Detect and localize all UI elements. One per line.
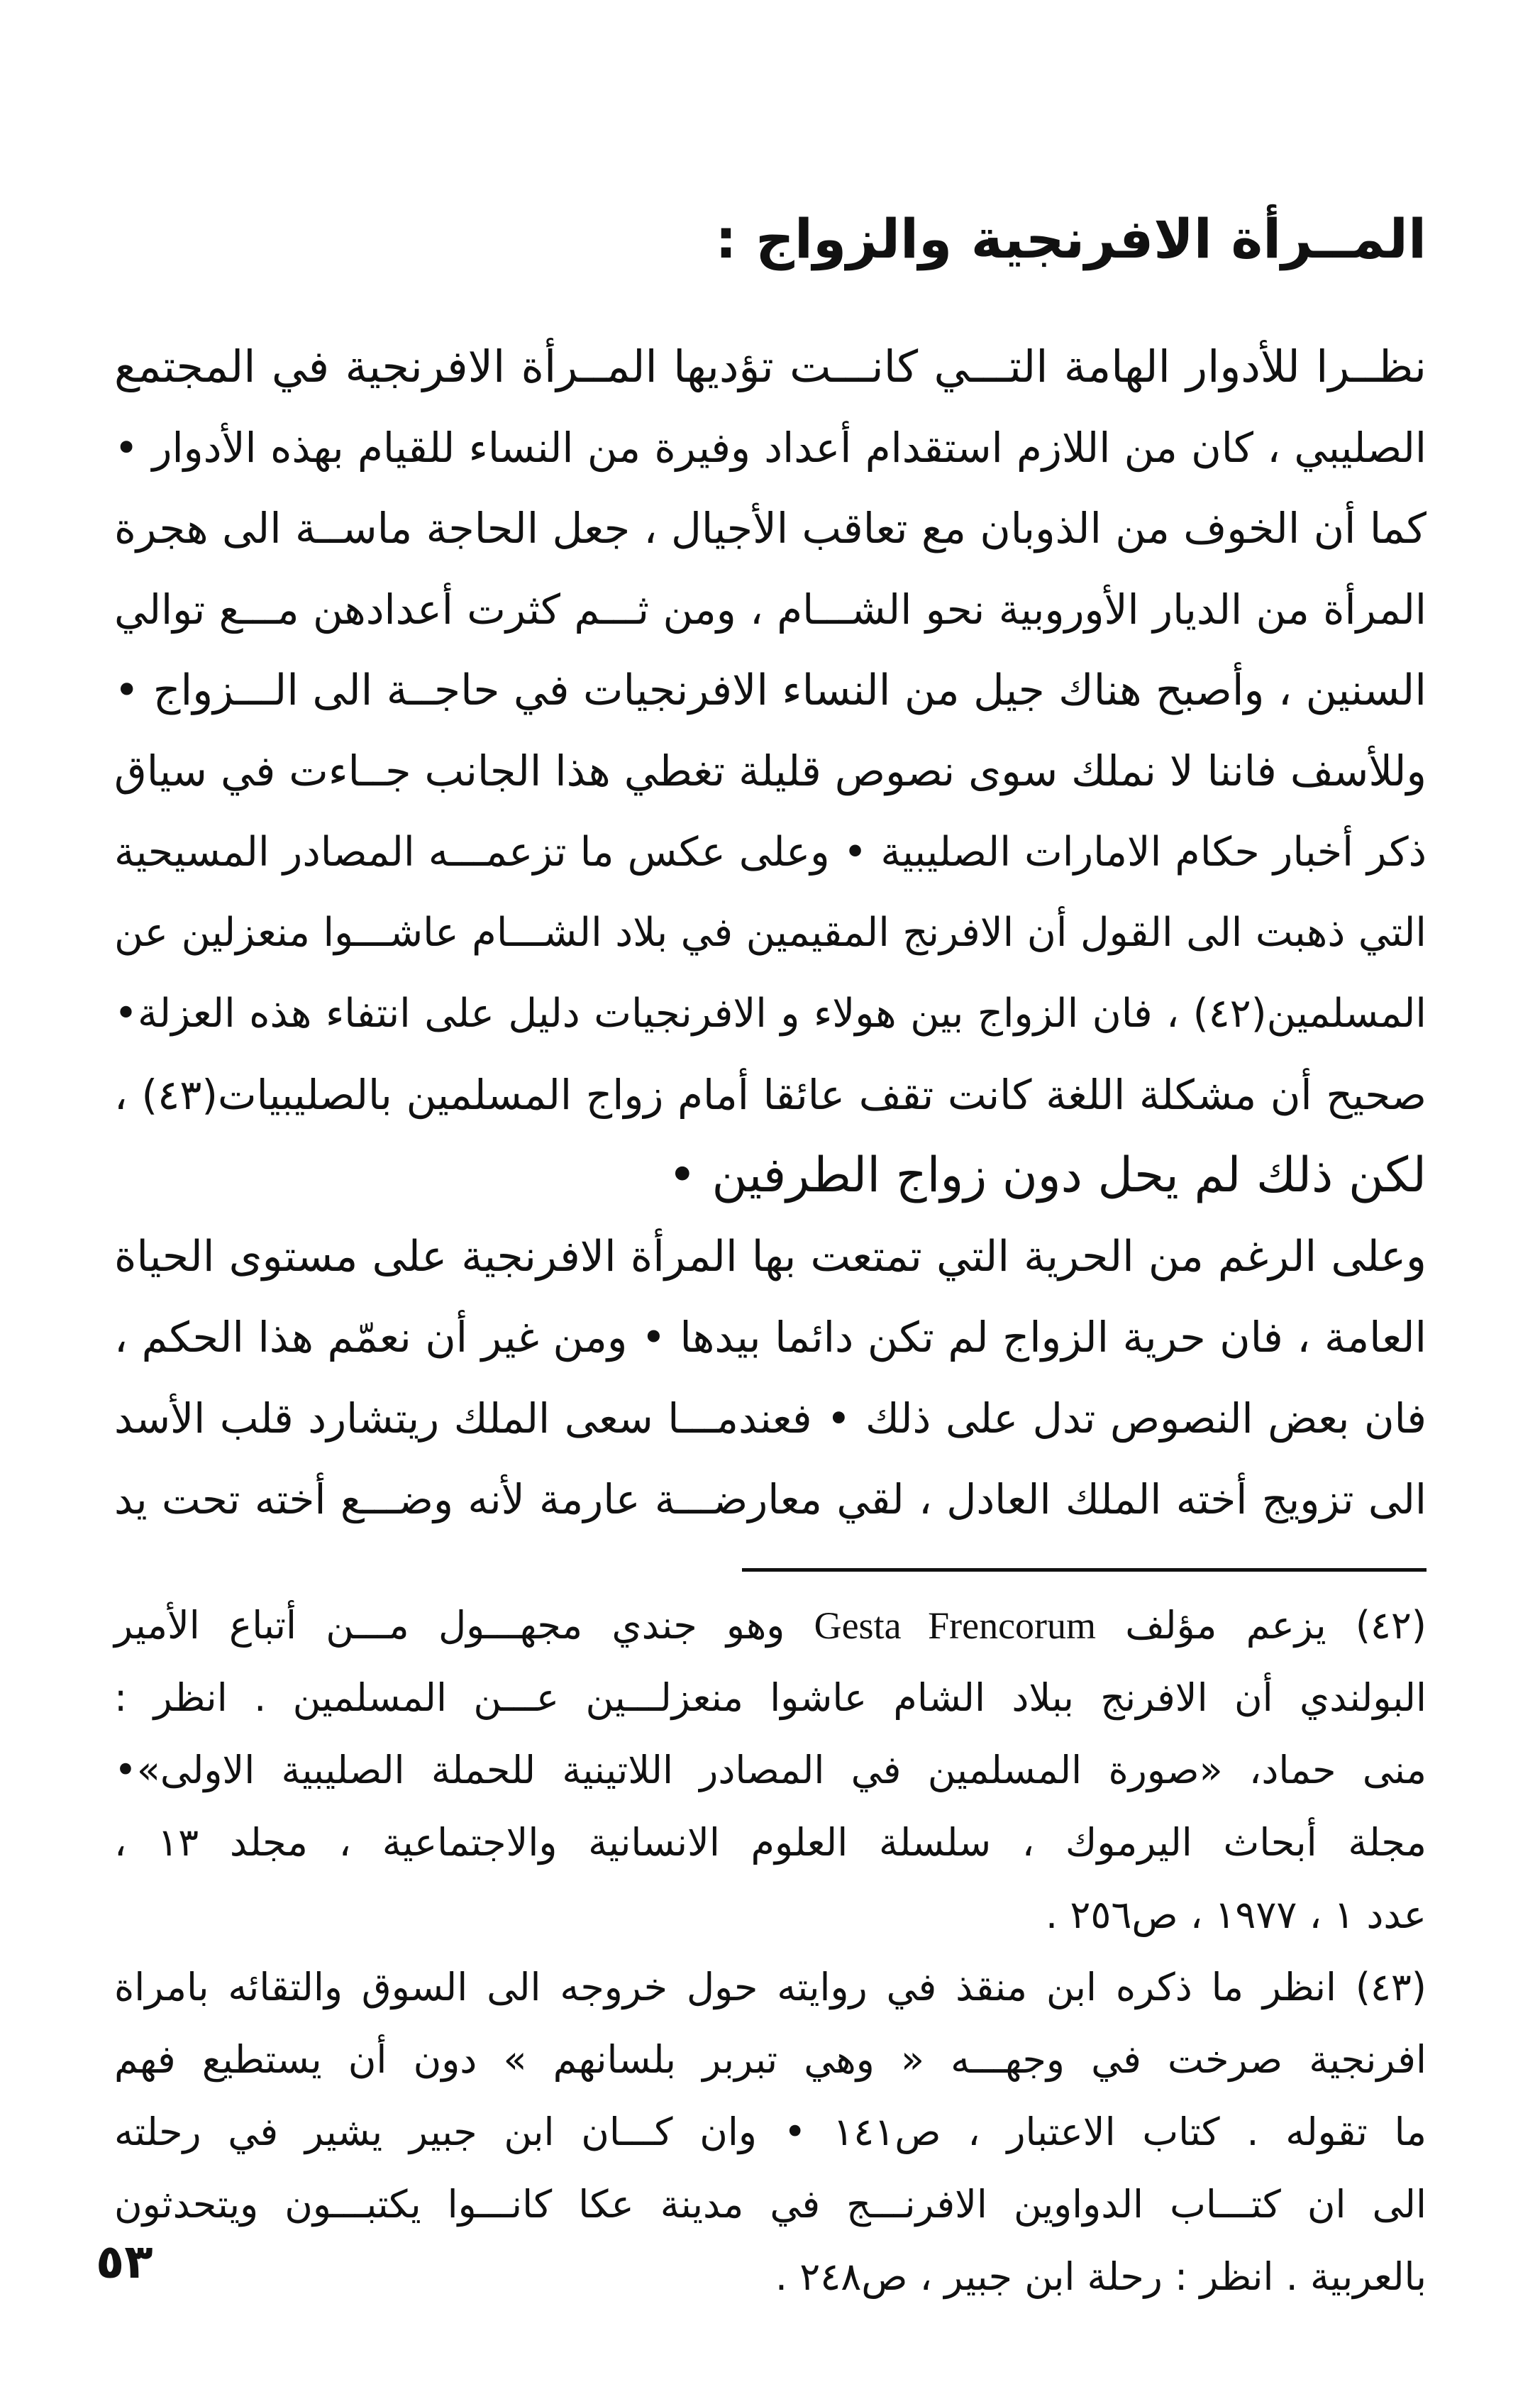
body-line: صحيح أن مشكلة اللغة كانت تقف عائقا أمام زواج المسلمين بالصليبيات(٤٣) ، [114, 1071, 1427, 1119]
body-line: لكن ذلك لم يحل دون زواج الطرفين • [667, 1147, 1427, 1203]
footnote-42-suffix: وهو جندي مجهـــول مـــن أتباع الأمير [114, 1603, 785, 1648]
body-line: الى تزويج أخته الملك العادل ، لقي معارضـــة عارمة لأنه وضـــع أخته تحت يد [114, 1475, 1427, 1523]
body-line: وللأسف فاننا لا نملك سوى نصوص قليلة تغطي هذا الجانب جــاءت في سياق [114, 746, 1427, 795]
body-line: المسلمين(٤٢) ، فان الزواج بين هولاء و الافرنجيات دليل على انتفاء هذه العزلة• [114, 991, 1427, 1037]
footnote-42-line: عدد ١ ، ١٩٧٧ ، ص٢٥٦ . [1046, 1892, 1427, 1937]
body-line: السنين ، وأصبح هناك جيل من النساء الافرنجيات في حاجــة الى الـــزواج • [114, 666, 1427, 715]
body-line: التي ذهبت الى القول أن الافرنج المقيمين في بلاد الشـــام عاشـــوا منعزلين عن [114, 910, 1427, 956]
body-line: وعلى الرغم من الحرية التي تمتعت بها المرأة الافرنجية على مستوى الحياة [114, 1232, 1427, 1281]
body-line: فان بعض النصوص تدل على ذلك • فعندمـــا سعى الملك ريتشارد قلب الأسد [114, 1394, 1427, 1443]
body-text [114, 326, 1427, 1540]
footnote-43-line: ما تقوله . كتاب الاعتبار ، ص١٤١ • وان كـــان ابن جبير يشير في رحلته [114, 2110, 1427, 2154]
footnote-42-prefix: (٤٢) يزعم مؤلف [1125, 1603, 1427, 1648]
footnotes [114, 1589, 1427, 2313]
footnote-43-line: بالعربية . انظر : رحلة ابن جبير ، ص٢٤٨ . [775, 2254, 1427, 2299]
footnote-43-line: افرنجية صرخت في وجهـــه « وهي تبربر بلسانهم » دون أن يستطيع فهم [114, 2037, 1427, 2082]
footnote-divider [742, 1568, 1427, 1572]
section-heading: المــرأة الافرنجية والزواج : [715, 207, 1427, 270]
footnote-42-line: منى حماد، «صورة المسلمين في المصادر اللاتينية للحملة الصليبية الاولى»• [114, 1748, 1427, 1792]
body-line: العامة ، فان حرية الزواج لم تكن دائما بيدها • ومن غير أن نعمّم هذا الحكم ، [114, 1313, 1427, 1362]
footnote-42-line [114, 1589, 1427, 1662]
body-line: نظــرا للأدوار الهامة التـــي كانـــت تؤديها المــرأة الافرنجية في المجتمع [114, 341, 1427, 392]
footnote-42-line: البولندي أن الافرنج ببلاد الشام عاشوا منعزلـــين عـــن المسلمين . انظر : [114, 1675, 1427, 1720]
footnote-43-line: الى ان كتـــاب الدواوين الافرنـــج في مدينة عكا كانـــوا يكتبـــون ويتحدثون [114, 2182, 1427, 2227]
footnote-42-latin-title: Gesta Frencorum [814, 1604, 1097, 1647]
footnote-42-line: مجلة أبحاث اليرموك ، سلسلة العلوم الانسانية والاجتماعية ، مجلد ١٣ ، [114, 1820, 1427, 1865]
body-line: ذكر أخبار حكام الامارات الصليبية • وعلى عكس ما تزعمـــه المصادر المسيحية [114, 829, 1427, 876]
body-line: الصليبي ، كان من اللازم استقدام أعداد وفيرة من النساء للقيام بهذه الأدوار • [114, 424, 1427, 472]
page-number: ٥٣ [96, 2234, 153, 2289]
body-line: المرأة من الديار الأوروبية نحو الشـــام ، ومن ثـــم كثرت أعدادهن مـــع توالي [114, 585, 1427, 634]
footnote-43-line: (٤٣) انظر ما ذكره ابن منقذ في روايته حول خروجه الى السوق والتقائه بامراة [114, 1965, 1427, 2009]
body-line: كما أن الخوف من الذوبان مع تعاقب الأجيال ، جعل الحاجة ماســة الى هجرة [114, 504, 1427, 553]
